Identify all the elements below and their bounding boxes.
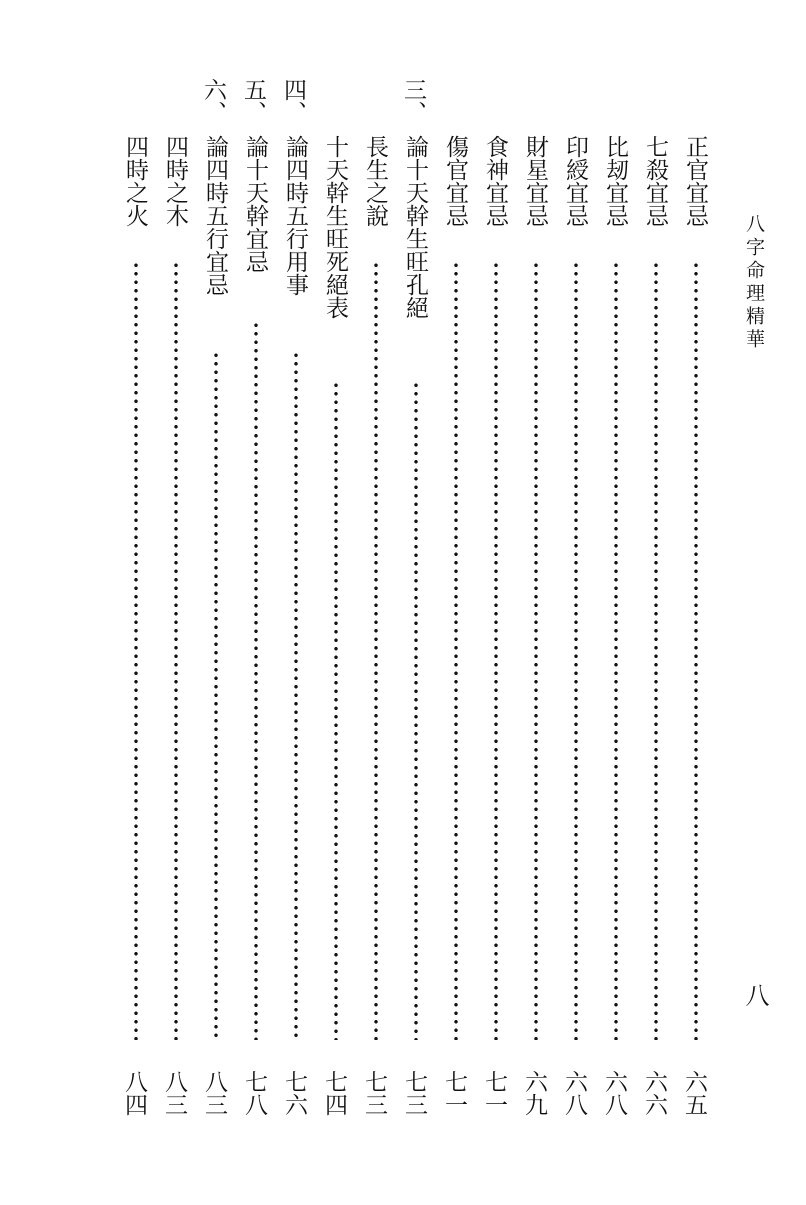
toc-entry-page: 七一 <box>481 1070 507 1116</box>
dot-leader <box>654 261 658 1040</box>
toc-entry-label: 四時之木 <box>162 135 188 227</box>
toc-entry-label: 比刼宜忌 <box>602 135 628 227</box>
toc-entry <box>636 0 676 1205</box>
toc-entry-label: 七殺宜忌 <box>642 135 668 227</box>
toc-entry <box>276 0 316 1205</box>
toc-entry <box>516 0 556 1205</box>
toc-entry-prefix: 三、 <box>400 78 426 124</box>
toc-entry <box>476 0 516 1205</box>
dot-leader <box>134 261 138 1040</box>
running-header-title: 八字命理精華 <box>743 214 765 352</box>
toc-entry <box>156 0 196 1205</box>
toc-entry <box>196 0 236 1205</box>
toc-entry-page: 七一 <box>441 1070 467 1116</box>
page-number: 八 <box>741 983 769 1007</box>
toc-entry-label: 論十天幹宜忌 <box>242 135 268 273</box>
dot-leader <box>334 381 338 1040</box>
toc-entry-prefix: 六、 <box>200 78 226 124</box>
toc-entry <box>676 0 716 1205</box>
toc-entry <box>396 0 436 1205</box>
toc-entry-page: 六八 <box>601 1070 627 1116</box>
toc-entry-page: 七三 <box>361 1070 387 1116</box>
toc-entry-label: 財星宜忌 <box>522 135 548 227</box>
toc-entry-page: 六五 <box>681 1070 707 1116</box>
toc-entry <box>236 0 276 1205</box>
toc-entry-label: 十天幹生旺死絕表 <box>322 135 348 319</box>
dot-leader <box>694 261 698 1040</box>
toc-entry-label: 食神宜忌 <box>482 135 508 227</box>
dot-leader <box>294 351 298 1040</box>
dot-leader <box>574 261 578 1040</box>
dot-leader <box>534 261 538 1040</box>
dot-leader <box>454 261 458 1040</box>
toc-entry-page: 八三 <box>161 1070 187 1116</box>
toc-entry <box>116 0 156 1205</box>
toc-entry-page: 七四 <box>321 1070 347 1116</box>
dot-leader <box>614 261 618 1040</box>
toc-entry-label: 傷官宜忌 <box>442 135 468 227</box>
toc-entry-label: 四時之火 <box>122 135 148 227</box>
dot-leader <box>414 381 418 1040</box>
toc-entry <box>596 0 636 1205</box>
dot-leader <box>254 321 258 1040</box>
toc-entry-label: 正官宜忌 <box>682 135 708 227</box>
toc-entry-page: 六六 <box>641 1070 667 1116</box>
toc-entry-label: 論四時五行宜忌 <box>202 135 228 296</box>
dot-leader <box>174 261 178 1040</box>
toc-entry <box>556 0 596 1205</box>
dot-leader <box>494 261 498 1040</box>
toc-entry-page: 七六 <box>281 1070 307 1116</box>
toc-entry-page: 七八 <box>241 1070 267 1116</box>
toc-entry-label: 論四時五行用事 <box>282 135 308 296</box>
dot-leader <box>214 351 218 1040</box>
toc-entry-page: 八三 <box>201 1070 227 1116</box>
toc-entry-page: 七三 <box>401 1070 427 1116</box>
toc-entry <box>436 0 476 1205</box>
toc-entry-label: 長生之說 <box>362 135 388 227</box>
toc-entry <box>316 0 356 1205</box>
dot-leader <box>374 261 378 1040</box>
toc-entry <box>356 0 396 1205</box>
toc-entry-page: 八四 <box>121 1070 147 1116</box>
toc-entry-label: 印綬宜忌 <box>562 135 588 227</box>
toc-entry-prefix: 四、 <box>280 78 306 124</box>
toc-entry-page: 六八 <box>561 1070 587 1116</box>
toc-entry-label: 論十天幹生旺孔絕 <box>402 135 428 319</box>
toc-entry-page: 六九 <box>521 1070 547 1116</box>
toc-entry-prefix: 五、 <box>240 78 266 124</box>
